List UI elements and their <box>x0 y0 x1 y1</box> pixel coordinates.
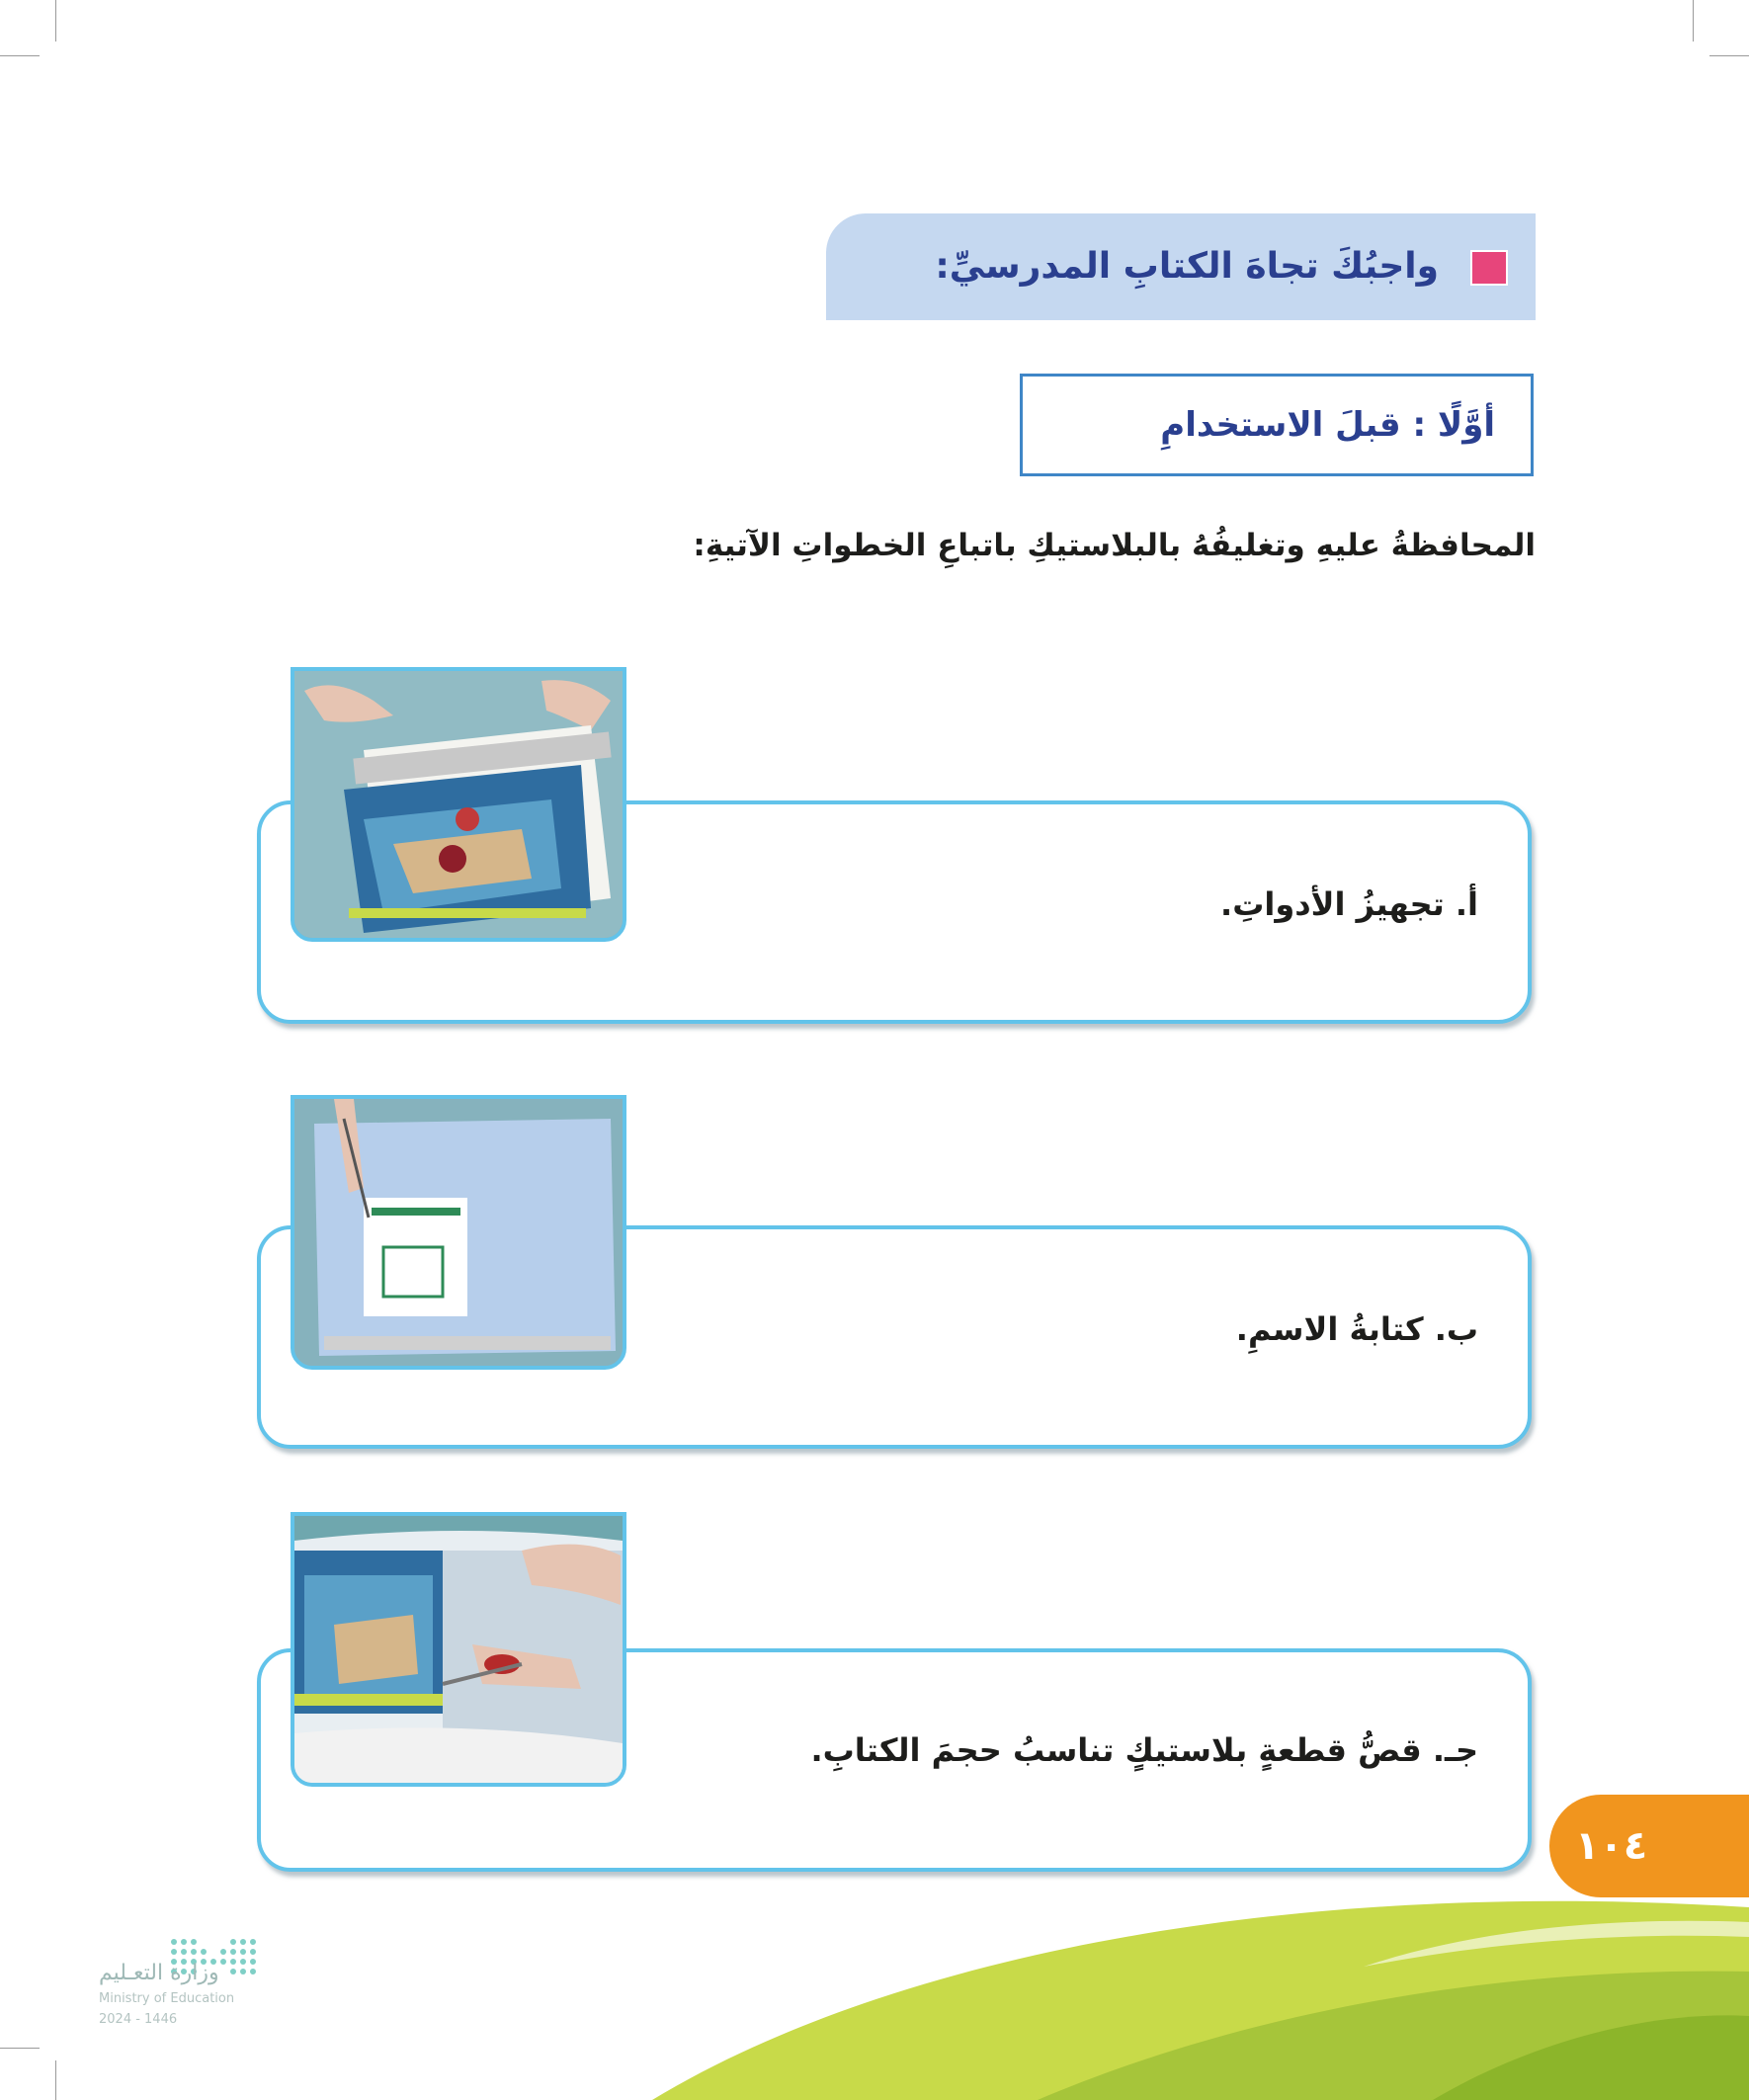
ministry-name-arabic: وزارة التعـليم <box>99 1961 219 1985</box>
ministry-name-english: Ministry of Education <box>99 1991 235 2006</box>
book-ruler-scissors-photo-icon <box>291 667 626 942</box>
page-number: ١٠٤ <box>1575 1823 1648 1869</box>
step-text: ب. كتابةُ الاسمِ. <box>1235 1310 1478 1348</box>
step-text: أ. تجهيزُ الأدواتِ. <box>1220 885 1478 923</box>
ministry-year: 2024 - 1446 <box>99 2012 178 2027</box>
square-bullet-icon <box>1470 250 1508 286</box>
subheading: أوَّلًا : قبلَ الاستخدامِ <box>1160 405 1495 445</box>
cutting-plastic-photo-icon <box>291 1512 626 1787</box>
subheading-box <box>1020 374 1534 476</box>
page-number-tab <box>1549 1795 1749 1897</box>
section-heading-band <box>826 213 1536 320</box>
intro-paragraph: المحافظةُ عليهِ وتغليفُهُ بالبلاستيكِ باتباعِ الخطواتِ الآتيةِ: <box>693 528 1536 563</box>
step-text: جـ. قصُّ قطعةٍ بلاستيكٍ تناسبُ حجمَ الكتابِ. <box>810 1731 1478 1769</box>
section-heading: واجبُكَ تجاهَ الكتابِ المدرسيِّ: <box>935 246 1439 287</box>
writing-name-photo-icon <box>291 1095 626 1370</box>
